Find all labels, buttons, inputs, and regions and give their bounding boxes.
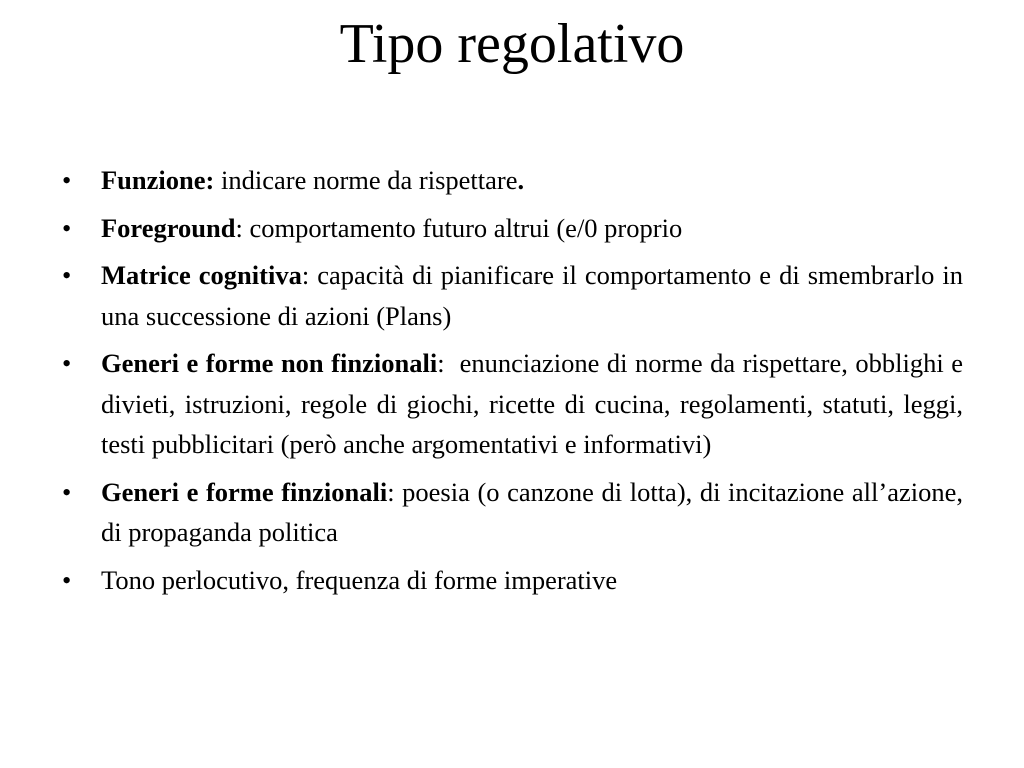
bullet-text: comportamento futuro altrui (e/0 proprio <box>249 212 683 243</box>
bullet-generi-finzionali <box>62 472 963 553</box>
bullet-lead: Generi e forme finzionali <box>101 476 388 507</box>
bullet-lead: Funzione: <box>101 165 215 195</box>
bullet-text: Tono perlocutivo, frequenza di forme imperative <box>101 564 618 595</box>
bullet-separator <box>214 165 221 195</box>
bullet-separator: : <box>437 348 460 378</box>
bullet-lead: Matrice cognitiva <box>101 260 302 290</box>
bullet-separator: : <box>387 476 403 507</box>
bullet-marker: • <box>62 476 72 507</box>
bullet-separator: : <box>235 212 250 243</box>
bullet-separator: : <box>301 260 318 290</box>
bullet-lead: Generi e forme non finzionali <box>101 348 438 378</box>
bullet-tail: . <box>517 165 525 195</box>
bullet-marker: • <box>62 212 72 243</box>
bullet-text: enunciazione di norme da rispettare, obblighi e divieti, istruzioni, regole di giochi, ricette di cucina, regolamenti, statuti, leggi, testi pubblicitari (però anche argomentativi e informativi) <box>101 348 963 459</box>
slide-title: Tipo regolativo <box>339 13 685 75</box>
bullet-foreground <box>62 208 963 249</box>
bullet-list <box>62 160 963 607</box>
bullet-matrice-cognitiva <box>62 255 963 336</box>
bullet-marker: • <box>62 348 72 378</box>
bullet-text: indicare norme da rispettare <box>221 165 518 195</box>
bullet-text: poesia (o canzone di lotta), di incitazione all’azione, di propaganda politica <box>101 476 963 547</box>
bullet-tono-perlocutivo <box>62 560 963 601</box>
bullet-funzione <box>62 160 963 201</box>
bullet-lead: Foreground <box>101 212 236 243</box>
bullet-marker: • <box>62 260 72 290</box>
bullet-marker: • <box>62 564 72 595</box>
bullet-generi-non-finzionali <box>62 343 963 465</box>
bullet-marker: • <box>62 165 72 195</box>
bullet-text: capacità di pianificare il comportamento e di smembrarlo in una successione di azioni (Plans) <box>101 260 963 331</box>
